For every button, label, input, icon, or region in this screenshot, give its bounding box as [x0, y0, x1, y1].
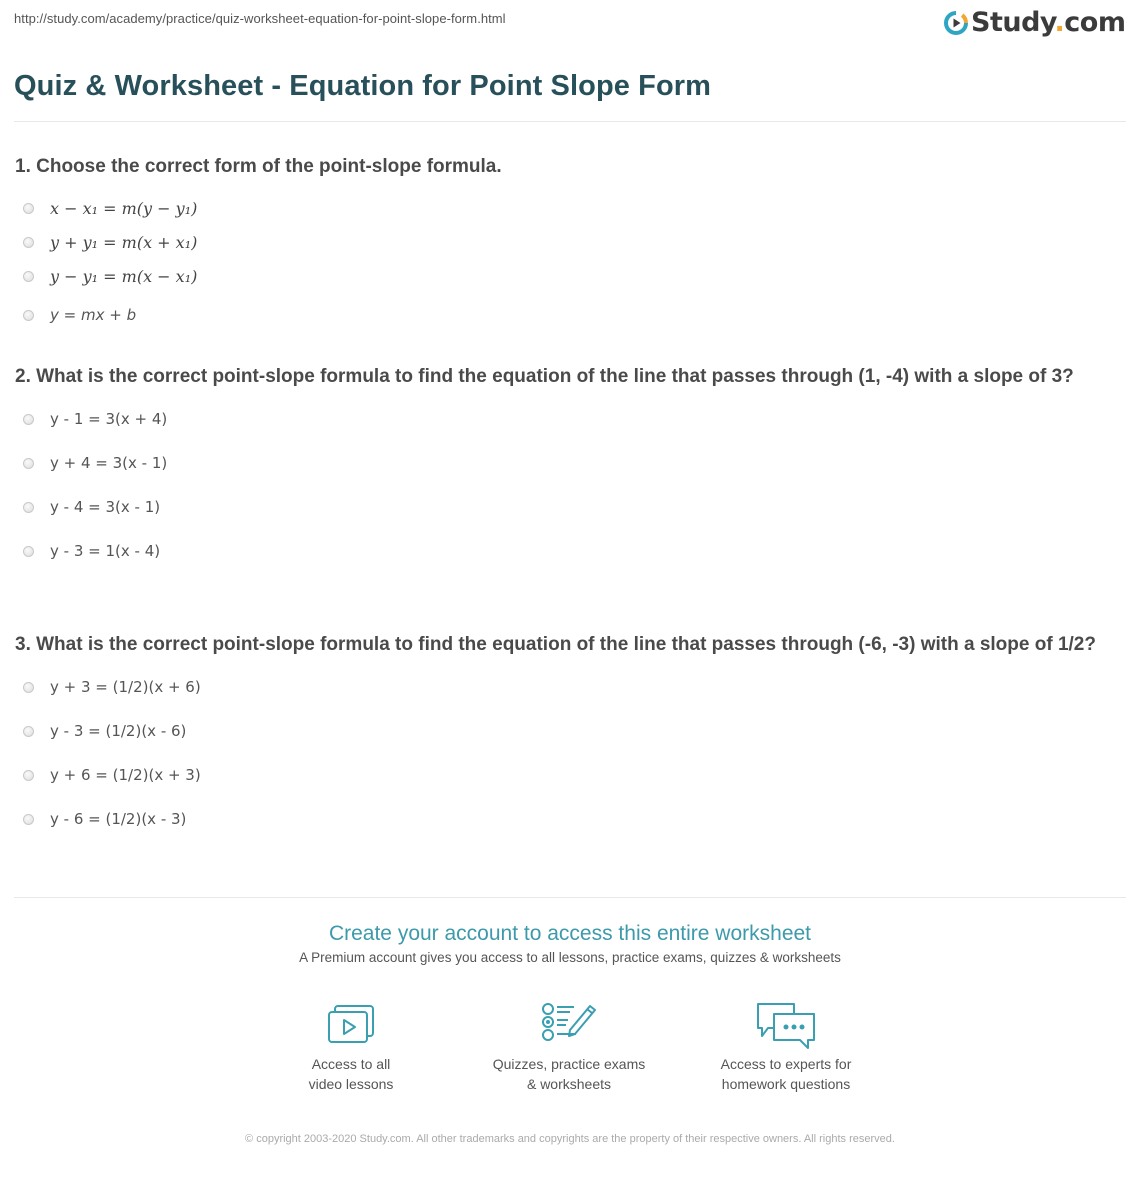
option-label: x − x₁ = m(y − y₁)	[50, 198, 198, 218]
feature-video-lessons	[251, 1000, 451, 1094]
option-label: y - 6 = (1/2)(x - 3)	[50, 810, 187, 828]
quiz-checklist-icon	[469, 1000, 669, 1046]
page-title: Quiz & Worksheet - Equation for Point Slope Form	[14, 70, 712, 102]
question-text: 2. What is the correct point-slope formula to find the equation of the line that passes through (1, -4) with a slope of 3?	[15, 366, 1074, 387]
page-url: http://study.com/academy/practice/quiz-worksheet-equation-for-point-slope-form.html	[14, 11, 506, 26]
feature-label	[686, 1054, 886, 1094]
option-label: y + 6 = (1/2)(x + 3)	[50, 766, 201, 784]
logo-tld: com	[1064, 7, 1126, 38]
answer-option[interactable]	[15, 397, 1130, 441]
answer-options	[15, 191, 1130, 337]
answer-option[interactable]	[15, 665, 1130, 709]
radio-button[interactable]	[23, 237, 34, 248]
copyright-notice: © copyright 2003-2020 Study.com. All other trademarks and copyrights are the property of their respective owners. All rights reserved.	[245, 1133, 895, 1145]
question-1	[15, 153, 1130, 337]
question-text: 1. Choose the correct form of the point-slope formula.	[15, 156, 502, 177]
cta-title-link[interactable]: Create your account to access this entire worksheet	[328, 922, 812, 945]
feature-line: Quizzes, practice exams	[492, 1056, 646, 1072]
radio-button[interactable]	[23, 414, 34, 425]
answer-option[interactable]	[15, 293, 1130, 337]
option-label: y + y₁ = m(x + x₁)	[50, 232, 198, 252]
radio-button[interactable]	[23, 203, 34, 214]
feature-line: video lessons	[308, 1076, 394, 1092]
play-circle-icon	[944, 11, 968, 35]
answer-option[interactable]	[15, 191, 1130, 225]
feature-line: Access to experts for	[720, 1056, 852, 1072]
feature-line: & worksheets	[526, 1076, 612, 1092]
chat-bubbles-icon	[686, 1000, 886, 1052]
feature-label	[469, 1054, 669, 1094]
radio-button[interactable]	[23, 271, 34, 282]
feature-label	[251, 1054, 451, 1094]
answer-option[interactable]	[15, 797, 1130, 841]
feature-quizzes	[469, 1000, 669, 1094]
study-logo[interactable]	[944, 6, 1126, 40]
logo-name: Study	[971, 7, 1055, 38]
title-divider	[14, 121, 1126, 122]
signup-cta	[0, 920, 1140, 965]
answer-options	[15, 397, 1130, 573]
answer-option[interactable]	[15, 259, 1130, 293]
answer-option[interactable]	[15, 225, 1130, 259]
question-3	[15, 631, 1130, 841]
video-lessons-icon	[251, 1000, 451, 1046]
radio-button[interactable]	[23, 726, 34, 737]
option-label: y - 4 = 3(x - 1)	[50, 498, 161, 516]
radio-button[interactable]	[23, 814, 34, 825]
cta-subtitle: A Premium account gives you access to all lessons, practice exams, quizzes & worksheets	[299, 950, 841, 965]
radio-button[interactable]	[23, 682, 34, 693]
radio-button[interactable]	[23, 458, 34, 469]
premium-features	[0, 1000, 1140, 1110]
question-2	[15, 363, 1130, 573]
option-label: y − y₁ = m(x − x₁)	[50, 266, 198, 286]
radio-button[interactable]	[23, 770, 34, 781]
logo-dot: .	[1054, 7, 1065, 38]
option-label: y + 4 = 3(x - 1)	[50, 454, 168, 472]
option-label: y + 3 = (1/2)(x + 6)	[50, 678, 201, 696]
radio-button[interactable]	[23, 502, 34, 513]
answer-option[interactable]	[15, 709, 1130, 753]
radio-button[interactable]	[23, 546, 34, 557]
option-label: y - 1 = 3(x + 4)	[50, 410, 168, 428]
answer-option[interactable]	[15, 485, 1130, 529]
question-text: 3. What is the correct point-slope formula to find the equation of the line that passes through (-6, -3) with a slope of 1/2?	[15, 634, 1096, 655]
answer-options	[15, 665, 1130, 841]
option-label: y = mx + b	[50, 306, 137, 324]
feature-line: homework questions	[721, 1076, 851, 1092]
logo-wordmark	[971, 6, 1126, 40]
radio-button[interactable]	[23, 310, 34, 321]
section-divider	[14, 897, 1126, 898]
feature-experts	[686, 1000, 886, 1094]
answer-option[interactable]	[15, 753, 1130, 797]
option-label: y - 3 = 1(x - 4)	[50, 542, 161, 560]
feature-line: Access to all	[311, 1056, 391, 1072]
option-label: y - 3 = (1/2)(x - 6)	[50, 722, 187, 740]
answer-option[interactable]	[15, 441, 1130, 485]
answer-option[interactable]	[15, 529, 1130, 573]
